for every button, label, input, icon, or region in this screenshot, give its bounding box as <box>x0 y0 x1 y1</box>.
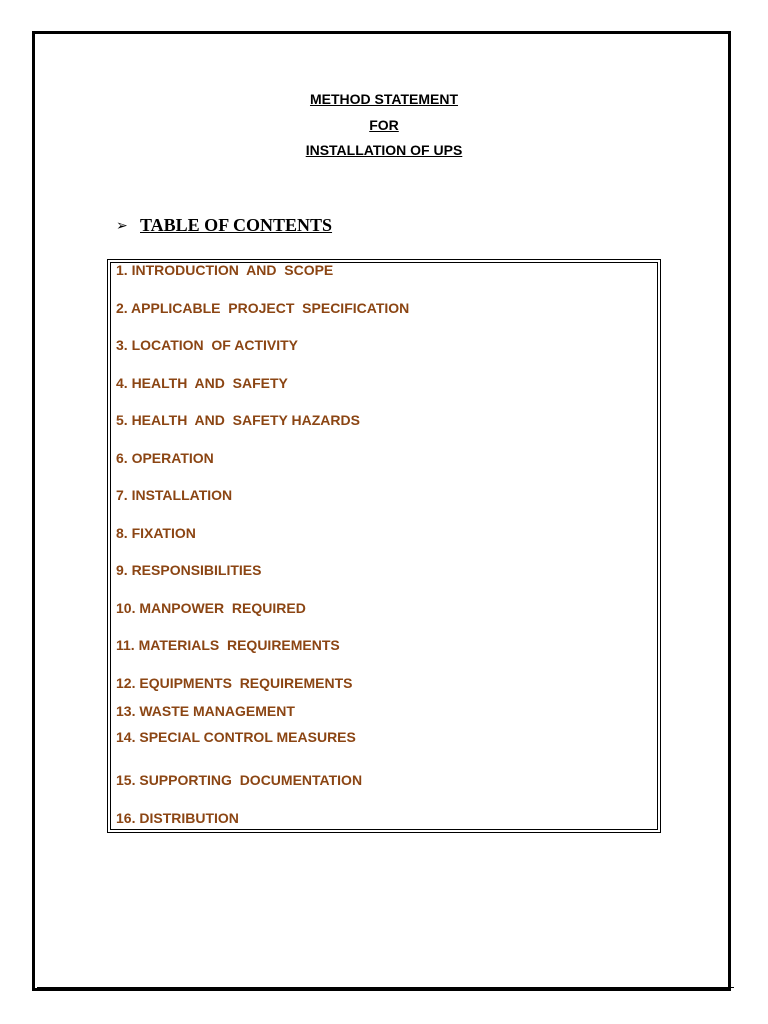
toc-heading-text: TABLE OF CONTENTS <box>140 215 333 235</box>
arrowhead-bullet-icon: ➢ <box>116 217 128 234</box>
toc-item: 5. HEALTH AND SAFETY HAZARDS <box>116 412 360 428</box>
document-title <box>0 87 768 164</box>
toc-item: 8. FIXATION <box>116 525 196 541</box>
toc-item: 1. INTRODUCTION AND SCOPE <box>116 262 334 278</box>
toc-item: 2. APPLICABLE PROJECT SPECIFICATION <box>116 300 410 316</box>
toc-item: 6. OPERATION <box>116 450 214 466</box>
toc-item: 10. MANPOWER REQUIRED <box>116 600 306 616</box>
toc-heading <box>116 215 332 236</box>
toc-item: 11. MATERIALS REQUIREMENTS <box>116 637 340 653</box>
toc-item: 14. SPECIAL CONTROL MEASURES <box>116 729 356 745</box>
title-line-1: METHOD STATEMENT <box>309 91 459 107</box>
toc-item: 16. DISTRIBUTION <box>116 810 239 826</box>
title-line-3: INSTALLATION OF UPS <box>305 142 463 158</box>
toc-item: 13. WASTE MANAGEMENT <box>116 703 295 719</box>
toc-item: 9. RESPONSIBILITIES <box>116 562 262 578</box>
toc-item: 3. LOCATION OF ACTIVITY <box>116 337 298 353</box>
toc-item: 15. SUPPORTING DOCUMENTATION <box>116 772 363 788</box>
toc-item: 4. HEALTH AND SAFETY <box>116 375 288 391</box>
toc-item: 7. INSTALLATION <box>116 487 233 503</box>
page-border-bottom-rule <box>37 987 734 988</box>
title-line-2: FOR <box>369 116 399 133</box>
toc-item: 12. EQUIPMENTS REQUIREMENTS <box>116 675 353 691</box>
